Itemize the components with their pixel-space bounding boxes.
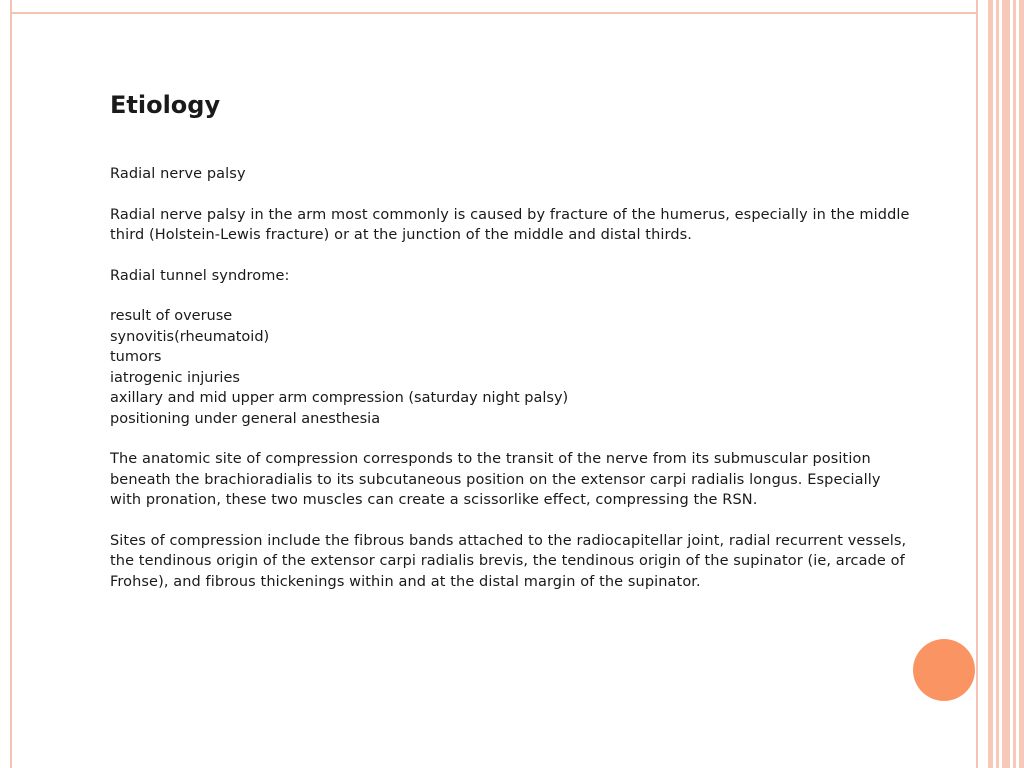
decor-stripe (996, 0, 999, 768)
frame-left-line (10, 0, 12, 768)
paragraph-sites-of-compression: Sites of compression include the fibrous bands attached to the radiocapitellar joint, radial recurrent vessels, the tendinous origin of the extensor carpi radialis brevis, the tendinous origin of the supinator (ie, arcade of Frohse), and fibrous thickenings within and at the distal margin of the supinator. (110, 532, 907, 590)
decor-stripe (988, 0, 993, 768)
decor-stripe (1013, 0, 1016, 768)
subheading-radial-tunnel: Radial tunnel syndrome: (110, 267, 290, 284)
list-item: tumors (110, 349, 162, 365)
list-item: result of overuse (110, 308, 233, 324)
slide-content (110, 88, 910, 612)
causes-list (110, 306, 910, 429)
decor-stripe (1002, 0, 1010, 768)
slide-title: Etiology (110, 91, 221, 119)
list-item: synovitis(rheumatoid) (110, 328, 270, 345)
subtitle-text: Radial nerve palsy (110, 166, 246, 182)
paragraph-humerus-fracture: Radial nerve palsy in the arm most commonly is caused by fracture of the humerus, especially in the middle third (Holstein-Lewis fracture) or at the junction of the middle and distal thirds. (110, 206, 910, 243)
list-item: positioning under general anesthesia (110, 410, 381, 427)
paragraph-compression-site: The anatomic site of compression corresponds to the transit of the nerve from its submuscular position beneath the brachioradialis to its subcutaneous position on the extensor carpi radialis longus. Especially with pronation, these two muscles can create a scissorlike effect, compressing the RSN. (110, 451, 881, 508)
accent-circle (913, 639, 975, 701)
frame-top-line (10, 12, 978, 14)
list-item: axillary and mid upper arm compression (saturday night palsy) (110, 390, 569, 406)
decor-stripe (1019, 0, 1024, 768)
frame-right-line (976, 0, 978, 768)
list-item: iatrogenic injuries (110, 369, 240, 386)
